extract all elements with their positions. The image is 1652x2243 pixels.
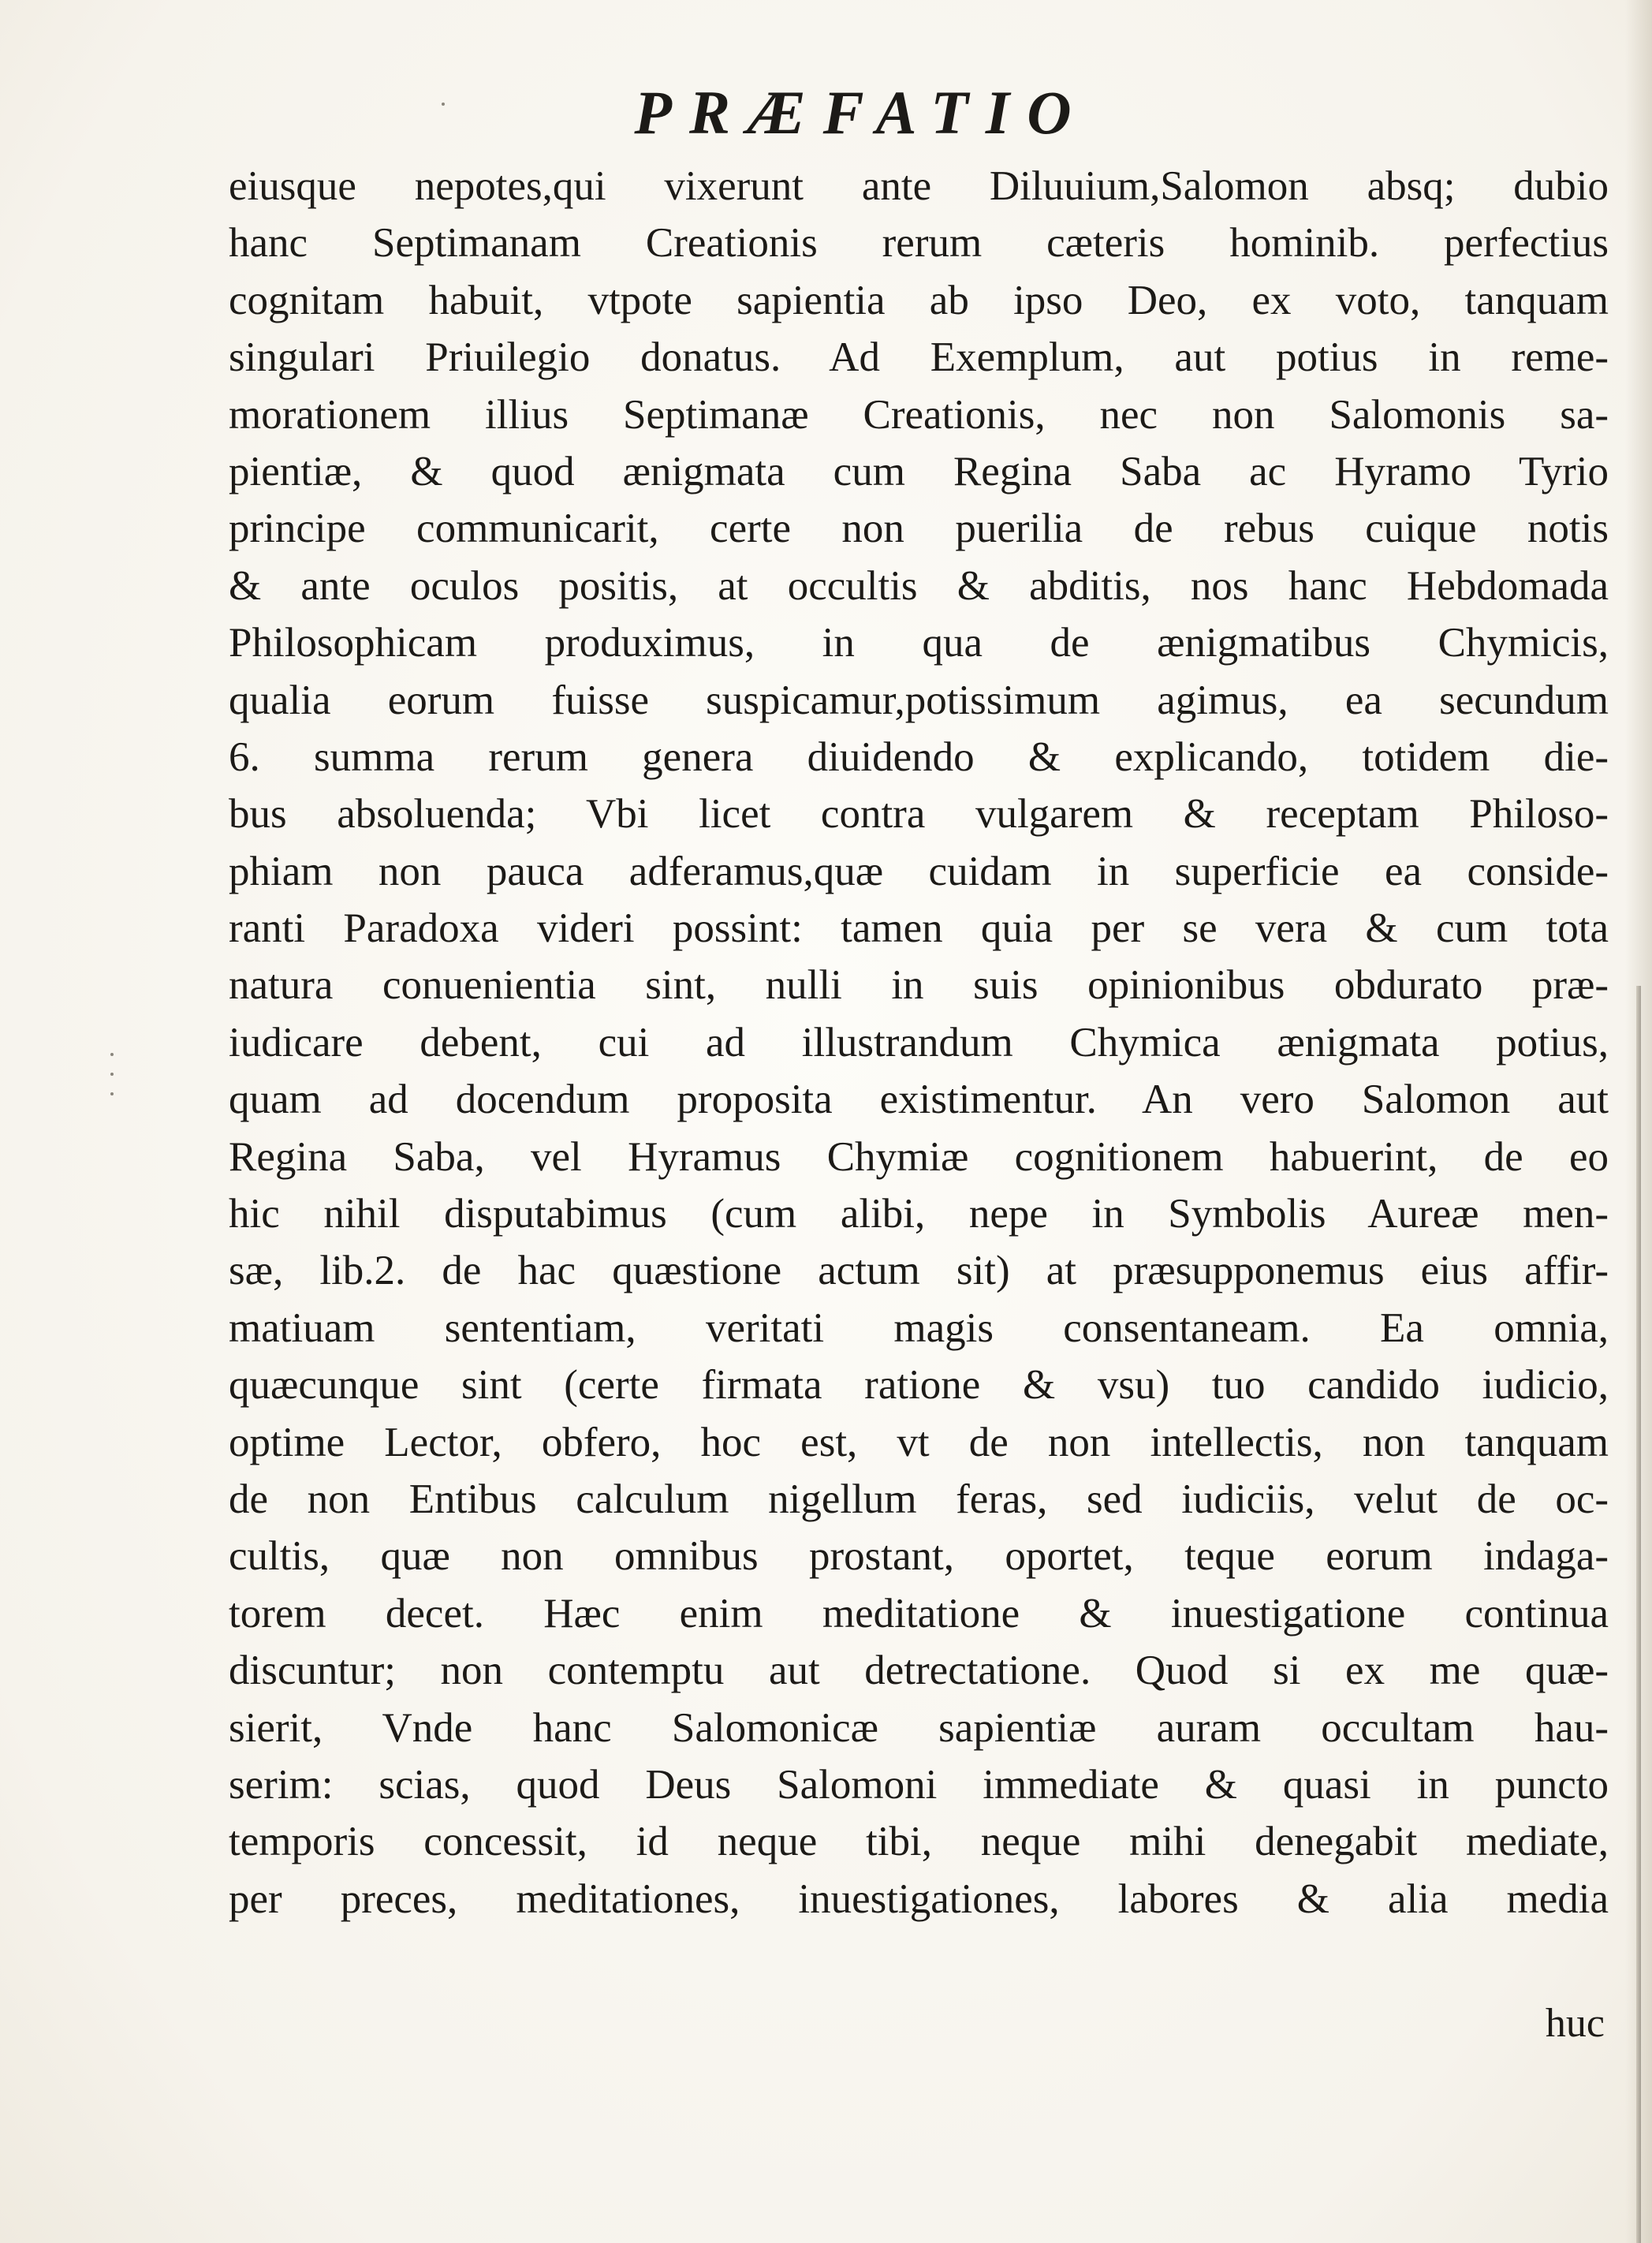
text-line: iudicare debent, cui ad illustrandum Chymica ænigmata potius,	[229, 1019, 1609, 1066]
text-line: ranti Paradoxa videri possint: tamen quia per se vera & cum tota	[229, 905, 1609, 952]
text-line: optime Lector, obfero, hoc est, vt de non intellectis, non tanquam	[229, 1419, 1609, 1465]
paper-speck	[110, 1053, 114, 1056]
text-line: matiuam sententiam, veritati magis consentaneam. Ea omnia,	[229, 1304, 1609, 1351]
text-line: discuntur; non contemptu aut detrectatione. Quod si ex me quæ-	[229, 1648, 1609, 1694]
text-line: hic nihil disputabimus (cum alibi, nepe in Symbolis Aureæ men-	[229, 1191, 1609, 1237]
text-line: torem decet. Hæc enim meditatione & inuestigatione continua	[229, 1590, 1609, 1637]
text-line: pientiæ, & quod ænigmata cum Regina Saba ac Hyramo Tyrio	[229, 448, 1609, 495]
text-line: de non Entibus calculum nigellum feras, sed iudiciis, velut de oc-	[229, 1476, 1609, 1522]
text-line: quam ad docendum proposita existimentur. An vero Salomon aut	[229, 1077, 1609, 1123]
text-line: sæ, lib.2. de hac quæstione actum sit) at præsupponemus eius affir-	[229, 1248, 1609, 1294]
text-line: qualia eorum fuisse suspicamur,potissimum agimus, ea secundum	[229, 677, 1609, 723]
page-edge-binding	[1636, 986, 1641, 2243]
text-line: hanc Septimanam Creationis rerum cæteris hominib. perfectius	[229, 220, 1609, 267]
catchword: huc	[1545, 2001, 1605, 2046]
text-line: bus absoluenda; Vbi licet contra vulgarem & receptam Philoso-	[229, 791, 1609, 838]
text-line: sierit, Vnde hanc Salomonicæ sapientiæ auram occultam hau-	[229, 1704, 1609, 1751]
paper-speck	[110, 1073, 114, 1076]
text-line: quæcunque sint (certe firmata ratione & vsu) tuo candido iudicio,	[229, 1362, 1609, 1409]
text-line: singulari Priuilegio donatus. Ad Exemplum, aut potius in reme-	[229, 334, 1609, 381]
text-line: Regina Saba, vel Hyramus Chymiæ cognitionem habuerint, de eo	[229, 1133, 1609, 1180]
text-line: phiam non pauca adferamus,quæ cuidam in superficie ea conside-	[229, 848, 1609, 894]
text-line: principe communicarit, certe non puerilia de rebus cuique notis	[229, 506, 1609, 552]
text-line: per preces, meditationes, inuestigationes, labores & alia media	[229, 1875, 1609, 1922]
text-line: eiusque nepotes,qui vixerunt ante Diluuium,Salomon absq; dubio	[229, 163, 1609, 209]
body-text	[229, 158, 1609, 1928]
text-line: cultis, quæ non omnibus prostant, oportet, teque eorum indaga-	[229, 1533, 1609, 1580]
running-head-title: PRÆFATIO	[634, 78, 1089, 147]
paper-speck	[110, 1092, 114, 1095]
text-line: natura conuenientia sint, nulli in suis opinionibus obdurato præ-	[229, 962, 1609, 1009]
text-line: morationem illius Septimanæ Creationis, nec non Salomonis sa-	[229, 391, 1609, 438]
text-line: cognitam habuit, vtpote sapientia ab ipso Deo, ex voto, tanquam	[229, 277, 1609, 323]
text-line: temporis concessit, id neque tibi, neque mihi denegabit mediate,	[229, 1819, 1609, 1865]
text-line: & ante oculos positis, at occultis & abditis, nos hanc Hebdomada	[229, 562, 1609, 609]
text-line: 6. summa rerum genera diuidendo & explicando, totidem die-	[229, 733, 1609, 780]
text-line: Philosophicam produximus, in qua de ænigmatibus Chymicis,	[229, 620, 1609, 666]
text-line: serim: scias, quod Deus Salomoni immediate & quasi in puncto	[229, 1761, 1609, 1808]
